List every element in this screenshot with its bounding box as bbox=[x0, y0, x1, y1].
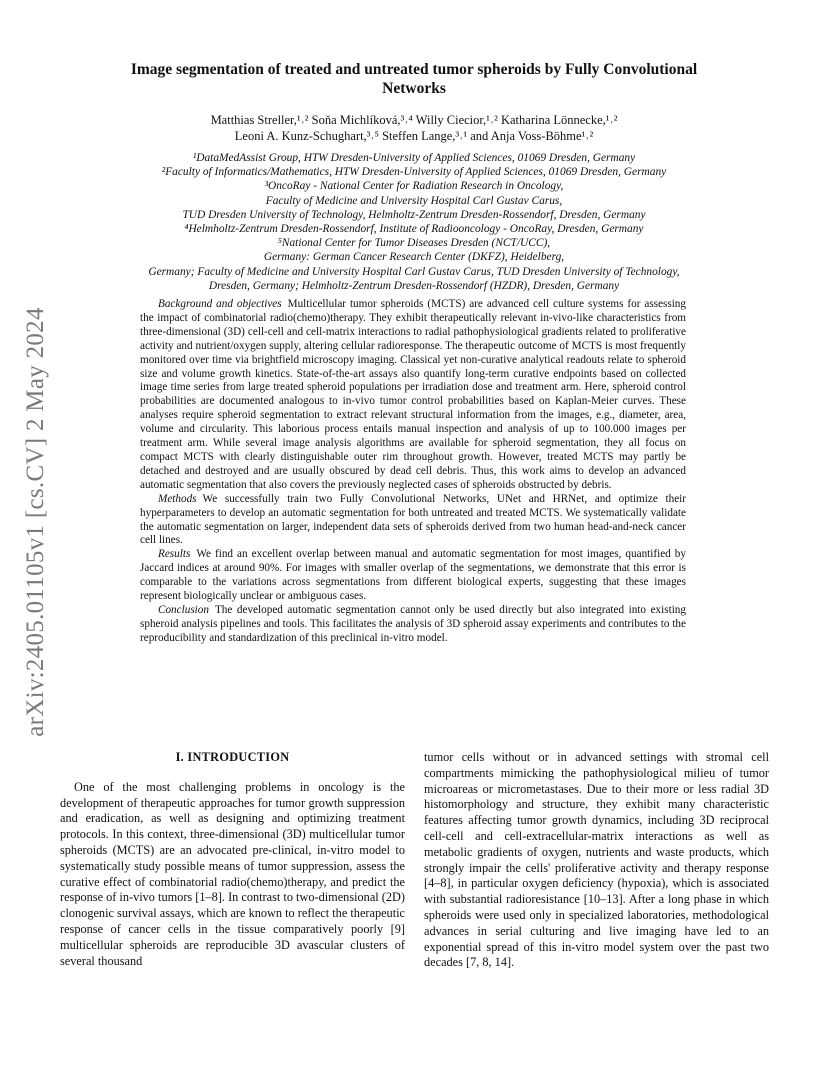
affiliation-line: ⁴Helmholtz-Zentrum Dresden-Rossendorf, Institute of Radiooncology - OncoRay, Dresden, Germany bbox=[184, 223, 644, 236]
abstract-methods-text: We successfully train two Fully Convolutional Networks, UNet and HRNet, and optimize their hyperparameters to develop an automatic segmentation for both untreated and treated MCTS. We systematically validate the automatic segmentation on larger, independent data sets of spheroids derived from two human head-and-neck cancer cell lines. bbox=[140, 492, 686, 547]
affiliation-list bbox=[60, 151, 768, 293]
author-line: Matthias Streller,¹˒² Soňa Michlíková,³˒⁴ Willy Ciecior,¹˒² Katharina Lönnecke,¹˒² bbox=[210, 113, 618, 127]
affiliation-line: TUD Dresden University of Technology, Helmholtz-Zentrum Dresden-Rossendorf, Dresden, Germany bbox=[182, 208, 646, 221]
affiliation-line: ²Faculty of Informatics/Mathematics, HTW Dresden-University of Applied Sciences, 01069 Dresden, Germany bbox=[161, 166, 667, 179]
paper-title bbox=[60, 60, 768, 98]
section-heading-introduction: I. INTRODUCTION bbox=[175, 750, 290, 764]
abstract-results bbox=[140, 548, 686, 604]
left-column bbox=[60, 750, 405, 969]
abstract-background-heading: Background and objectives bbox=[158, 298, 282, 310]
abstract-background-text: Multicellular tumor spheroids (MCTS) are advanced cell culture systems for assessing the impact of combinatorial radio(chemo)therapy. They exhibit therapeutically relevant in-vivo-like characteristics from three-dimensional (3D) cell-cell and cell-matrix interactions to radial pathophysiological gradients related to proliferative activity and nutrient/oxygen supply, altering cellular radioresponse. The therapeutic outcome of MCTS is most frequently monitored over time via brightfield microscopy imaging. Classical yet non-curative analytical readouts relate to spheroid size and volume growth kinetics. State-of-the-art assays also quantify long-term curative endpoints based on collected image time series from large treated spheroid populations per irradiation dose and treatment arm. Here, spheroid control probabilities are documented analogous to in-vivo tumor control probabilities based on Kaplan-Meier curves. These analyses require spheroid segmentation to extract relevant structural information from the images, e.g., diameter, area, volume and circularity. This laborious process entails manual inspection and analysis of up to 100.000 images per treatment arm. While several image analysis algorithms are available for spheroid segmentation, they all focus on compact MCTS with clearly distinguishable outer rim throughout growth. However, treated MCTS may partly be detached and destroyed and are usually obscured by dead cell debris. Thus, this work aims to develop an advanced automatic segmentation that also covers the previously neglected cases of spheroids obstructed by debris. bbox=[140, 298, 686, 491]
right-column bbox=[424, 750, 769, 971]
abstract-methods-heading: Methods bbox=[158, 492, 197, 505]
introduction-paragraph-right: tumor cells without or in advanced settings with stromal cell compartments mimicking the pathophysiological milieu of tumor microareas or micrometastases. Due to their more or less radial 3D histomorphology and structure, they exhibit many characteristic features affecting tumor growth dynamics, including 3D reciprocal cell-cell and cell-extracellular-matrix interactions as well as metabolic gradients of oxygen, nutrients and waste products, which strongly impair the cells' proliferative activity and therapy response [4–8], in particular oxygen deficiency (hypoxia), which is associated with substantial radioresistance [10–13]. After a long phase in which spheroids were used only in specialized laboratories, methodological advances in serial culturing and live imaging have led to an exponential spread of this in-vitro model system over the past two decades [7, 8, 14]. bbox=[424, 750, 769, 970]
abstract-results-text: We find an excellent overlap between manual and automatic segmentation for most images, quantified by Jaccard indices at around 90%. For images with smaller overlap of the segmentations, we demonstrate that this error is comparable to the variations across segmentations from different biological experts, suggesting that these images represent biologically unclear or ambiguous cases. bbox=[140, 548, 686, 603]
abstract-methods bbox=[140, 493, 686, 549]
title-line: Image segmentation of treated and untreated tumor spheroids by Fully Convolutional bbox=[130, 61, 698, 78]
abstract-results-heading: Results bbox=[158, 548, 191, 561]
abstract-conclusion bbox=[140, 604, 686, 646]
affiliation-line: Germany; Faculty of Medicine and University Hospital Carl Gustav Carus, TUD Dresden University of Technology, bbox=[148, 265, 680, 278]
affiliation-line: Faculty of Medicine and University Hospital Carl Gustav Carus, bbox=[265, 194, 563, 207]
affiliation-line: ⁵National Center for Tumor Diseases Dresden (NCT/UCC), bbox=[277, 237, 551, 250]
author-line: Leoni A. Kunz-Schughart,³˒⁵ Steffen Lange,³˒¹ and Anja Voss-Böhme¹˒² bbox=[234, 129, 594, 143]
abstract-conclusion-text: The developed automatic segmentation cannot only be used directly but also integrated into existing spheroid analysis pipelines and tools. This facilitates the analysis of 3D spheroid assay experiments and contributes to the reproducibility and standardization of this preclinical in-vitro model. bbox=[140, 603, 686, 644]
author-list bbox=[60, 112, 768, 144]
arxiv-sidebar bbox=[22, 282, 50, 762]
affiliation-line: Germany: German Cancer Research Center (DKFZ), Heidelberg, bbox=[263, 251, 565, 264]
abstract bbox=[140, 298, 686, 646]
affiliation-line: ³OncoRay - National Center for Radiation Research in Oncology, bbox=[264, 180, 564, 193]
abstract-background bbox=[140, 298, 686, 493]
affiliation-line: ¹DataMedAssist Group, HTW Dresden-University of Applied Sciences, 01069 Dresden, Germany bbox=[192, 152, 636, 164]
title-line: Networks bbox=[382, 80, 446, 97]
affiliation-line: Dresden, Germany; Helmholtz-Zentrum Dresden-Rossendorf (HZDR), Dresden, Germany bbox=[208, 279, 620, 292]
abstract-conclusion-heading: Conclusion bbox=[158, 603, 209, 616]
arxiv-identifier: arXiv:2405.01105v1 [cs.CV] 2 May 2024 bbox=[22, 307, 49, 737]
introduction-paragraph-left: One of the most challenging problems in oncology is the development of therapeutic approaches for tumor growth suppression and eradication, as well as designing and optimizing treatment protocols. In this context, three-dimensional (3D) multicellular tumor spheroids (MCTS) are an advocated pre-clinical, in-vitro model to systematically study possible means of tumor suppression, assess the curative effect of combinatorial radio(chemo)therapy, and predict the response of in-vivo tumors [1–8]. In contrast to two-dimensional (2D) clonogenic survival assays, which are known to reflect the therapeutic response of cancer cells in the tissue comparatively poorly [9] multicellular spheroids are reproducible 3D avascular clusters of several thousand bbox=[60, 779, 405, 968]
